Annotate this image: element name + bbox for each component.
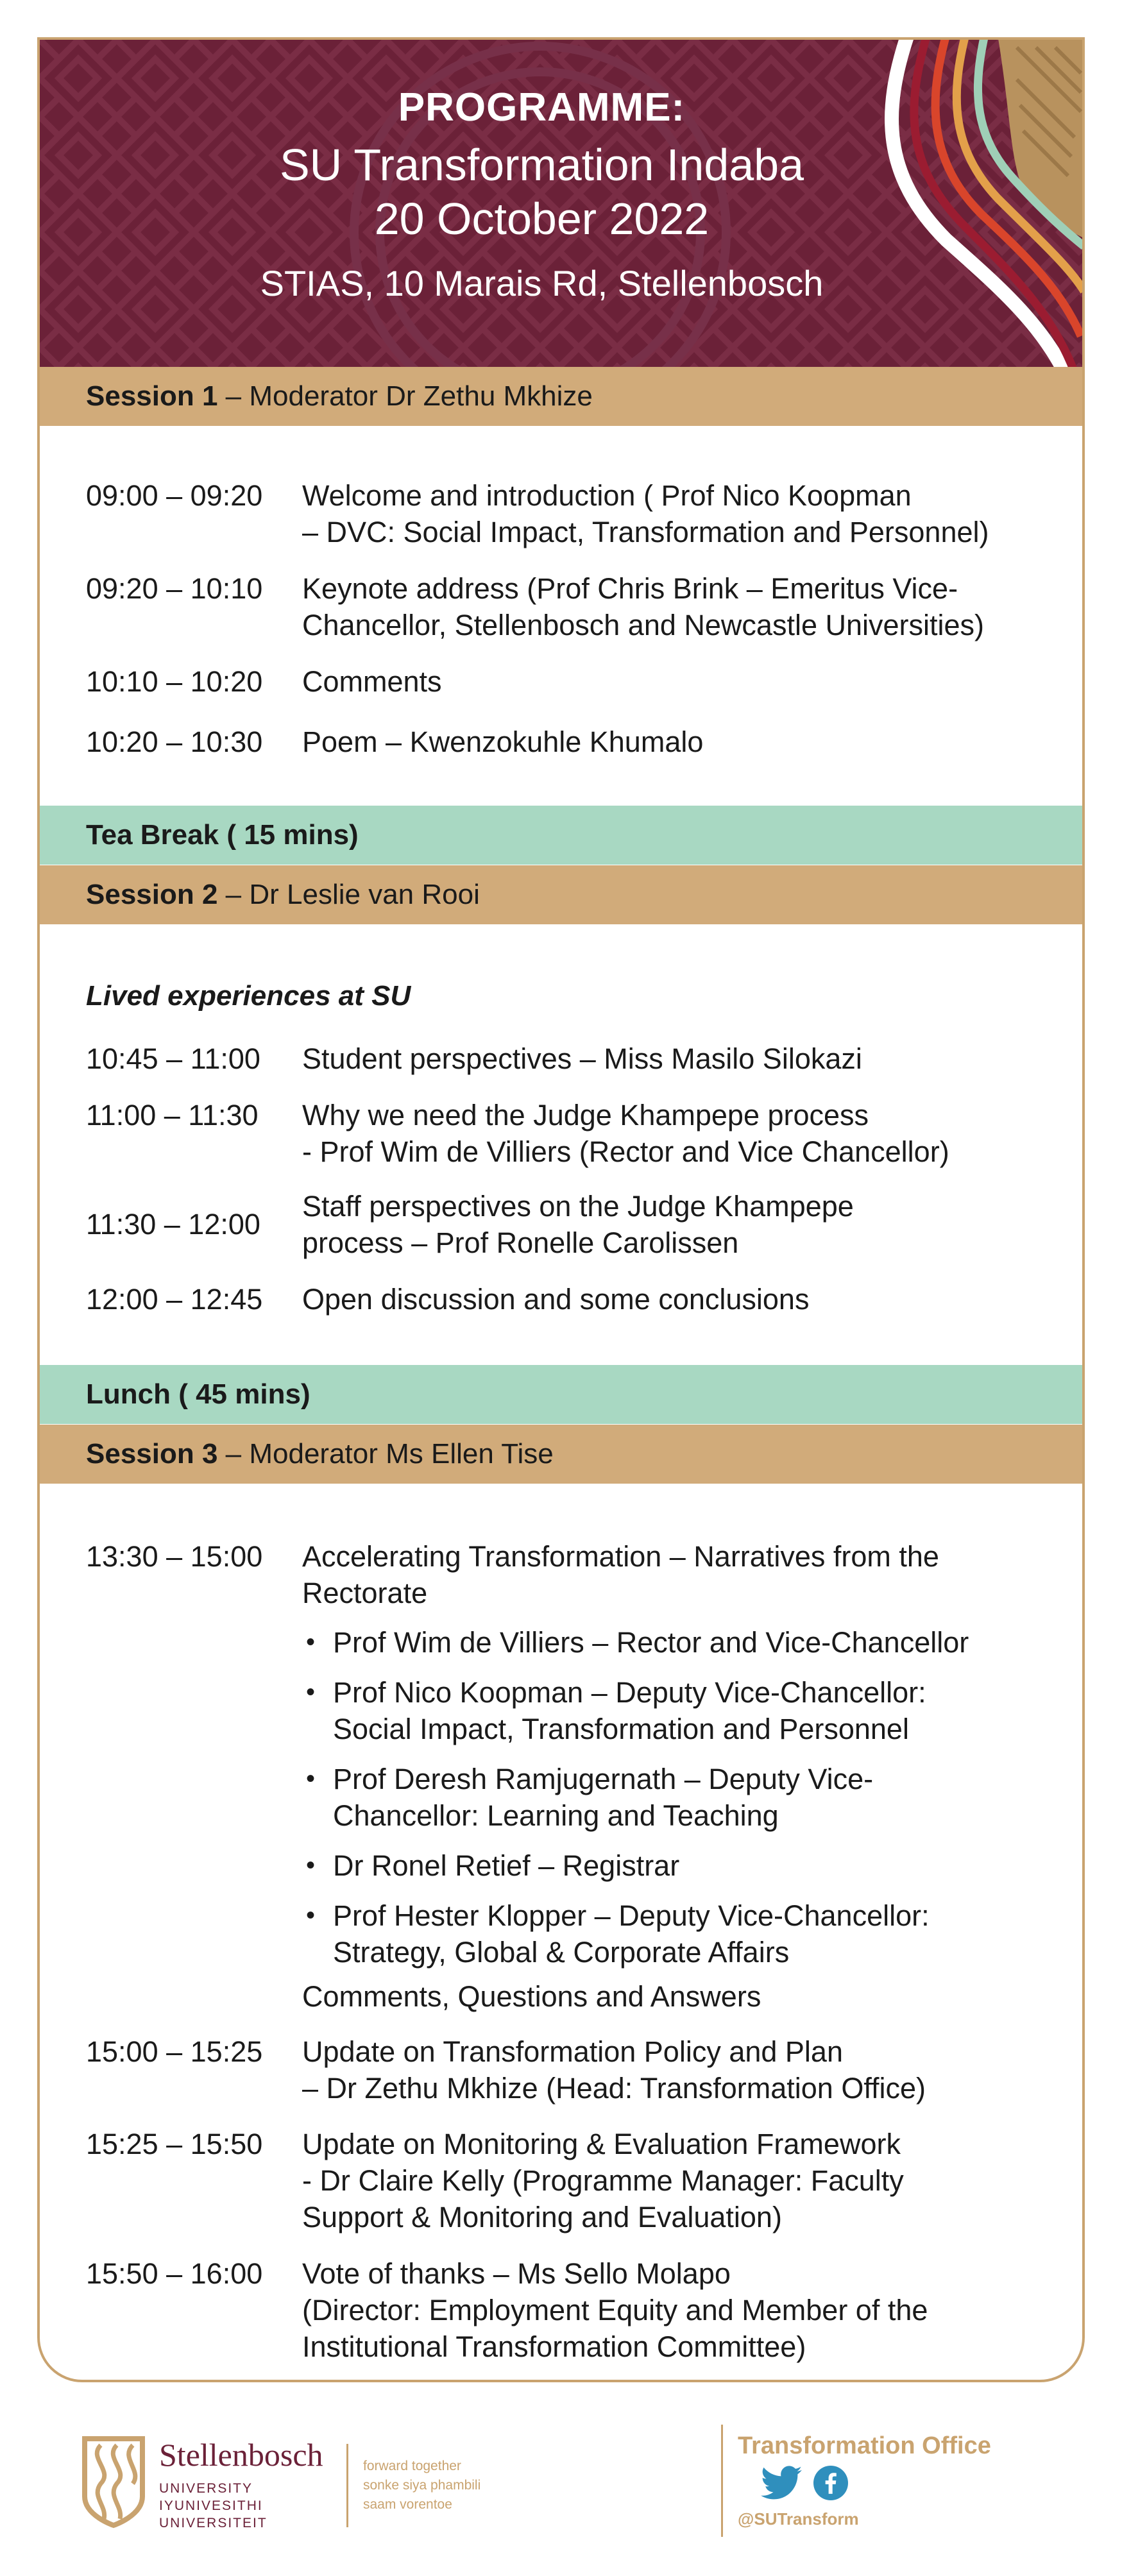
session-2-name: Session 2 (86, 879, 218, 910)
item-time: 10:10 – 10:20 (86, 665, 263, 698)
divider (721, 2425, 723, 2537)
list-item (302, 1761, 1045, 1834)
university-sub-line: IYUNIVESITHI (159, 2498, 263, 2513)
item-time: 09:00 – 09:20 (86, 479, 263, 512)
item-time: 15:50 – 16:00 (86, 2257, 263, 2290)
item-description (302, 477, 1059, 550)
item-line: – Dr Zethu Mkhize (Head: Transformation Office) (302, 2072, 926, 2105)
divider (346, 2444, 348, 2527)
item-description (302, 724, 1059, 760)
item-description (302, 1281, 1059, 1318)
item-time: 12:00 – 12:45 (86, 1283, 263, 1316)
session-1-name: Session 1 (86, 380, 218, 412)
item-time: 11:30 – 12:00 (86, 1208, 260, 1241)
motto-line: saam vorentoe (363, 2497, 452, 2512)
item-line: - Prof Wim de Villiers (Rector and Vice Chancellor) (302, 1135, 949, 1168)
item-line: Poem – Kwenzokuhle Khumalo (302, 725, 704, 758)
rectorate-speakers-list (302, 1624, 1045, 1984)
item-line: process – Prof Ronelle Carolissen (302, 1226, 739, 1259)
item-line: Accelerating Transformation – Narratives from the (302, 1540, 939, 1573)
session-3-moderator: – Moderator Ms Ellen Tise (217, 1438, 554, 1470)
session-1-bar (40, 367, 1082, 426)
item-description (302, 2126, 1059, 2235)
university-sub-line: UNIVERSITEIT (159, 2516, 268, 2530)
item-time: 13:30 – 15:00 (86, 1540, 263, 1573)
social-handle[interactable]: @SUTransform (738, 2509, 859, 2529)
university-name: Stellenbosch (159, 2437, 323, 2473)
university-subtitle (159, 2480, 268, 2532)
transformation-office-title: Transformation Office (738, 2432, 991, 2459)
item-description (302, 2255, 1059, 2365)
event-date: 20 October 2022 (374, 194, 710, 244)
list-item (302, 1897, 1045, 1970)
session-2-moderator: – Dr Leslie van Rooi (217, 879, 480, 910)
list-item (302, 1847, 1045, 1884)
item-time: 10:45 – 11:00 (86, 1042, 260, 1075)
item-description (302, 1188, 1059, 1261)
item-line: Welcome and introduction ( Prof Nico Koopman (302, 479, 912, 512)
item-line: Update on Transformation Policy and Plan (302, 2035, 843, 2068)
facebook-icon[interactable] (813, 2466, 848, 2500)
item-line: Open discussion and some conclusions (302, 1283, 810, 1316)
motto-line: forward together (363, 2459, 461, 2473)
event-venue: STIAS, 10 Marais Rd, Stellenbosch (260, 263, 824, 303)
item-time: 09:20 – 10:10 (86, 572, 263, 605)
social-icons (761, 2466, 848, 2504)
item-line: • Prof Hester Klopper – Deputy Vice-Chancellor: (333, 1899, 930, 1932)
list-item (302, 1674, 1045, 1747)
item-line: Institutional Transformation Committee) (302, 2330, 806, 2363)
item-line: – DVC: Social Impact, Transformation and Personnel) (302, 516, 989, 548)
item-description (302, 1097, 1059, 1170)
item-line: (Director: Employment Equity and Member of the (302, 2294, 928, 2326)
item-line: • Prof Wim de Villiers – Rector and Vice-Chancellor (333, 1626, 969, 1659)
tea-break-bar: Tea Break ( 15 mins) (40, 806, 1082, 865)
university-motto (363, 2457, 480, 2514)
session-2-subheading: Lived experiences at SU (86, 980, 411, 1012)
motto-line: sonke siya phambili (363, 2478, 481, 2493)
university-sub-line: UNIVERSITY (159, 2481, 253, 2496)
item-description (302, 1538, 1059, 1611)
item-line: • Dr Ronel Retief – Registrar (333, 1849, 680, 1882)
twitter-icon[interactable] (761, 2466, 802, 2500)
session-3-bar (40, 1425, 1082, 1484)
footer (0, 2399, 1122, 2576)
lunch-bar: Lunch ( 45 mins) (40, 1365, 1082, 1424)
item-description (302, 570, 1059, 643)
item-time: 10:20 – 10:30 (86, 725, 263, 758)
item-line: • Prof Deresh Ramjugernath – Deputy Vice- (333, 1763, 874, 1795)
programme-label: PROGRAMME: (398, 85, 686, 130)
item-line: Comments (302, 665, 442, 698)
list-item (302, 1624, 1045, 1661)
item-line: Keynote address (Prof Chris Brink – Emeritus Vice- (302, 572, 958, 605)
item-line: Support & Monitoring and Evaluation) (302, 2201, 782, 2233)
item-line: Update on Monitoring & Evaluation Framework (302, 2128, 901, 2160)
item-line: Rectorate (302, 1577, 428, 1609)
stellenbosch-logo-icon (78, 2432, 149, 2529)
item-line: Strategy, Global & Corporate Affairs (333, 1936, 790, 1969)
session-1-moderator: – Moderator Dr Zethu Mkhize (217, 380, 593, 412)
item-line: - Dr Claire Kelly (Programme Manager: Faculty (302, 2164, 904, 2197)
item-line: Vote of thanks – Ms Sello Molapo (302, 2257, 731, 2290)
item-description (302, 2033, 1059, 2106)
item-line: • Prof Nico Koopman – Deputy Vice-Chancellor: (333, 1676, 926, 1709)
session-2-bar (40, 865, 1082, 924)
item-description (302, 1040, 1059, 1077)
item-line: Social Impact, Transformation and Personnel (333, 1713, 909, 1745)
item-line: Student perspectives – Miss Masilo Silokazi (302, 1042, 862, 1075)
item-line: Chancellor: Learning and Teaching (333, 1799, 779, 1832)
programme-card (37, 37, 1085, 2382)
item-time: 11:00 – 11:30 (86, 1099, 259, 1131)
item-line: Chancellor, Stellenbosch and Newcastle Universities) (302, 609, 985, 641)
item-description (302, 663, 1059, 700)
item-line: Comments, Questions and Answers (302, 1980, 761, 2013)
item-time: 15:00 – 15:25 (86, 2035, 263, 2068)
item-time: 15:25 – 15:50 (86, 2128, 263, 2160)
item-line: Staff perspectives on the Judge Khampepe (302, 1190, 854, 1223)
item-line: Why we need the Judge Khampepe process (302, 1099, 869, 1131)
session-3-name: Session 3 (86, 1438, 218, 1470)
event-title: SU Transformation Indaba (279, 140, 804, 190)
